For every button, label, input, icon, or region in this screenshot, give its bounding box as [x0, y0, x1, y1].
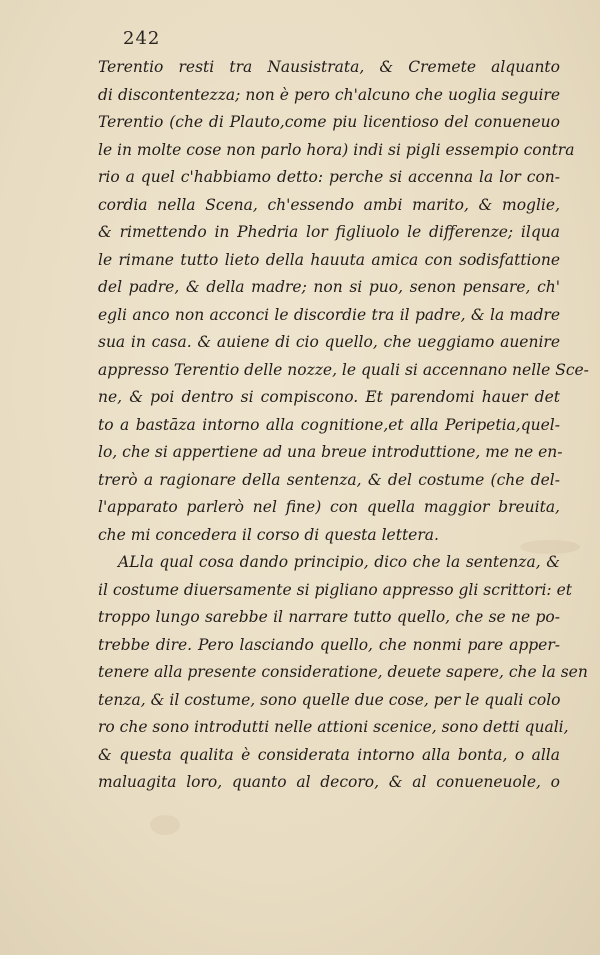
- text-line: il costume diuersamente si pigliano appresso gli scrittori: et: [98, 580, 572, 599]
- text-line: Terentio resti tra Nausistrata, & Cremete alquanto: [98, 58, 560, 76]
- text-line: cordia nella Scena, ch'essendo ambi marito, & moglie,: [98, 195, 560, 214]
- text-line: & rimettendo in Phedria lor figliuolo le differenze; ilqua: [98, 223, 560, 241]
- text-line: & questa qualita è considerata intorno alla bonta, o alla: [98, 745, 560, 764]
- text-line: lo, che si appertiene ad una breue introduttione, me ne en-: [98, 443, 563, 461]
- text-line: trerò a ragionare della sentenza, & del costume (che del-: [98, 470, 560, 489]
- text-line: le rimane tutto lieto della hauuta amica con sodisfattione: [98, 250, 560, 269]
- text-line: trebbe dire. Pero lasciando quello, che nonmi pare apper-: [98, 635, 560, 654]
- text-line: egli anco non acconci le discordie tra il padre, & la madre: [98, 305, 560, 324]
- text-line: ne, & poi dentro si compiscono. Et parendomi hauer det: [98, 388, 560, 406]
- text-line: tenza, & il costume, sono quelle due cose, per le quali colo: [98, 690, 561, 709]
- text-line: tenere alla presente consideratione, deuete sapere, che la sen: [98, 663, 588, 681]
- text-line: sua in casa. & auiene di cio quello, che ueggiamo auenire: [98, 333, 560, 351]
- text-line: del padre, & della madre; non si puo, senon pensare, ch': [98, 278, 560, 296]
- text-line: rio a quel c'habbiamo detto: perche si accenna la lor con-: [98, 168, 560, 186]
- text-line: le in molte cose non parlo hora) indi si pigli essempio contra: [98, 140, 575, 159]
- text-line: che mi concedera il corso di questa lettera.: [98, 525, 439, 544]
- text-line: troppo lungo sarebbe il narrare tutto quello, che se ne po-: [98, 608, 560, 626]
- page-number: 242: [123, 28, 161, 49]
- text-line: appresso Terentio delle nozze, le quali si accennano nelle Sce-: [98, 360, 589, 379]
- paper-stain: [150, 815, 180, 835]
- text-line: ALla qual cosa dando principio, dico che la sentenza, &: [118, 553, 560, 571]
- text-line: to a bastāza intorno alla cognitione,et alla Peripetia,quel-: [98, 415, 560, 434]
- text-line: l'apparato parlerò nel fine) con quella maggior breuita,: [98, 498, 560, 516]
- body-text: [98, 54, 589, 797]
- text-line: di discontentezza; non è pero ch'alcuno che uoglia seguire: [98, 85, 560, 104]
- text-line: maluagita loro, quanto al decoro, & al conueneuole, o: [98, 773, 560, 791]
- text-line: ro che sono introdutti nelle attioni scenice, sono detti quali,: [98, 718, 569, 736]
- text-line: Terentio (che di Plauto,come piu licentioso del conueneuo: [98, 113, 560, 131]
